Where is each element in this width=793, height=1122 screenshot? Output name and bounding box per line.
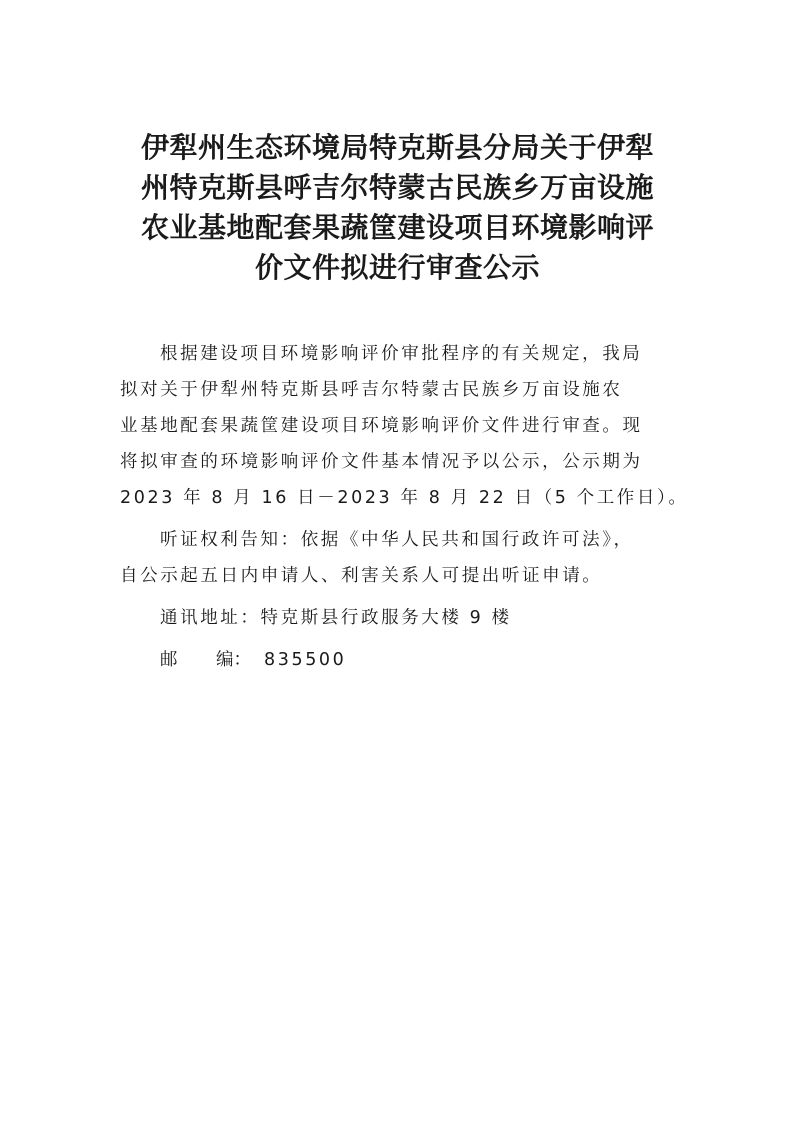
- paragraph-line: 2023 年 8 月 16 日－2023 年 8 月 22 日（5 个工作日）。: [120, 488, 689, 508]
- paragraph-line: 业基地配套果蔬筐建设项目环境影响评价文件进行审查。现: [120, 416, 643, 436]
- postcode-line: [120, 642, 680, 678]
- paragraph-line: 根据建设项目环境影响评价审批程序的有关规定，我局: [160, 344, 643, 364]
- title-line: 农业基地配套果蔬筐建设项目环境影响评: [140, 211, 654, 244]
- postcode-label-char: 编：: [216, 650, 251, 670]
- paragraph-line: 将拟审查的环境影响评价文件基本情况予以公示，公示期为: [120, 452, 643, 472]
- title-line: 伊犁州生态环境局特克斯县分局关于伊犁: [140, 131, 654, 164]
- postcode-label: [160, 642, 264, 678]
- title-line: 州特克斯县呼吉尔特蒙古民族乡万亩设施: [140, 171, 654, 204]
- title-line: 价文件拟进行审查公示: [254, 251, 540, 284]
- document-body: [120, 336, 689, 678]
- address-paragraph: [120, 600, 680, 636]
- notice-paragraph: [120, 336, 689, 516]
- paragraph-line: 自公示起五日内申请人、利害关系人可提出听证申请。: [120, 566, 603, 586]
- paragraph-line: 拟对关于伊犁州特克斯县呼吉尔特蒙古民族乡万亩设施农: [120, 380, 623, 400]
- paragraph-line: 听证权利告知：依据《中华人民共和国行政许可法》，: [160, 530, 634, 550]
- document-title: [120, 128, 675, 288]
- hearing-rights-paragraph: [120, 522, 680, 594]
- postcode-paragraph: [120, 642, 680, 678]
- contact-address: 通讯地址：特克斯县行政服务大楼 9 楼: [160, 608, 512, 628]
- postcode-label-char: 邮: [160, 650, 178, 670]
- postcode-value: 835500: [264, 650, 347, 670]
